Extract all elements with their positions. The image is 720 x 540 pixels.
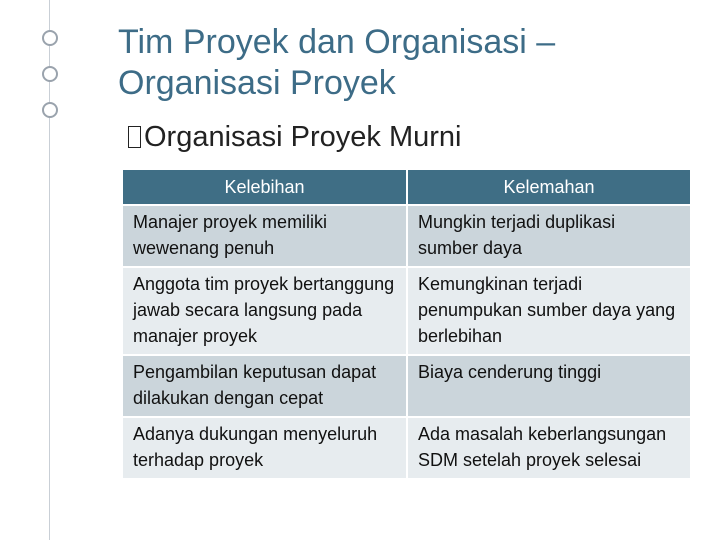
decorative-circle [42, 102, 58, 118]
decorative-circle [42, 66, 58, 82]
slide-subtitle [128, 119, 462, 155]
table-row [122, 355, 690, 417]
cell-kelebihan: Pengambilan keputusan dapat dilakukan dengan cepat [122, 355, 407, 417]
cell-kelemahan: Kemungkinan terjadi penumpukan sumber daya yang berlebihan [407, 267, 690, 355]
table-row [122, 267, 690, 355]
table-header-row [122, 169, 690, 205]
comparison-table [121, 168, 690, 480]
header-kelebihan: Kelebihan [122, 169, 407, 205]
bullet-box-icon [128, 126, 141, 148]
cell-kelebihan: Manajer proyek memiliki wewenang penuh [122, 205, 407, 267]
comparison-table-container [121, 168, 690, 540]
cell-kelebihan: Adanya dukungan menyeluruh terhadap proyek [122, 417, 407, 479]
cell-kelebihan: Anggota tim proyek bertanggung jawab secara langsung pada manajer proyek [122, 267, 407, 355]
cell-kelemahan: Mungkin terjadi duplikasi sumber daya [407, 205, 690, 267]
slide-title: Tim Proyek dan Organisasi – Organisasi Proyek [118, 23, 556, 102]
table-row [122, 205, 690, 267]
cell-kelemahan: Biaya cenderung tinggi [407, 355, 690, 417]
table-row [122, 417, 690, 479]
header-kelemahan: Kelemahan [407, 169, 690, 205]
subtitle-text: Organisasi Proyek Murni [144, 121, 462, 153]
cell-kelemahan: Ada masalah keberlangsungan SDM setelah proyek selesai [407, 417, 690, 479]
decorative-circle [42, 30, 58, 46]
